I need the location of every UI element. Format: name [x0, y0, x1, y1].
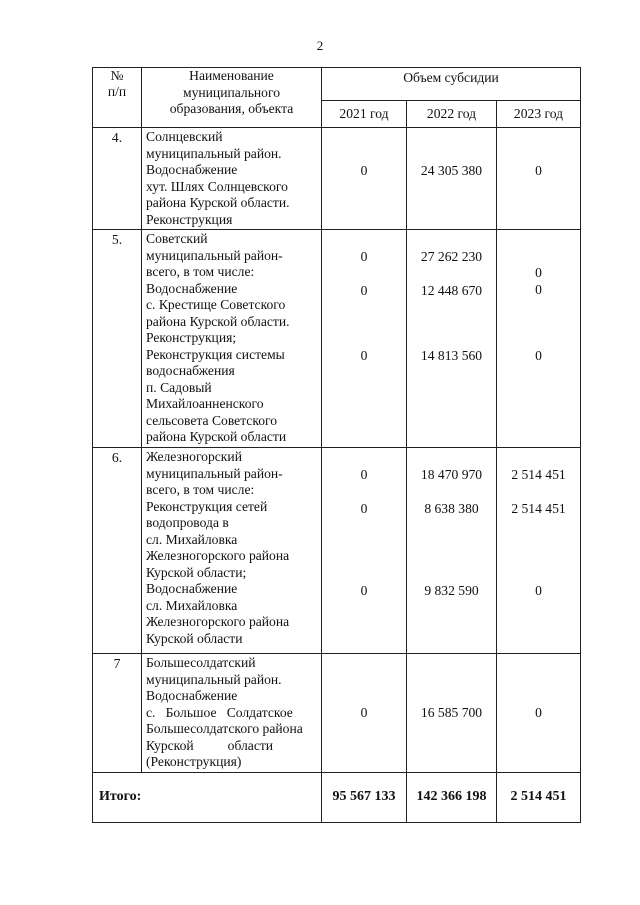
- value: 0: [535, 163, 542, 178]
- name-line: всего, в том числе:: [146, 264, 255, 279]
- name-line: водоснабжения: [146, 363, 235, 378]
- value: 0: [535, 348, 542, 363]
- value: 0: [360, 249, 368, 264]
- row-name: [142, 448, 322, 654]
- name-line: хут. Шлях Солнцевского: [146, 178, 288, 194]
- header-row: [93, 68, 581, 101]
- name-line: Курской области: [146, 630, 243, 646]
- year-header-2023: 2023 год: [497, 101, 581, 128]
- name-line: Михайлоанненского: [146, 396, 264, 411]
- value: 16 585 700: [420, 705, 483, 720]
- name-line: Водоснабжение: [146, 280, 238, 296]
- total-2021: 95 567 133: [322, 772, 407, 822]
- table-row: [93, 654, 581, 773]
- name-line: Водоснабжение: [146, 162, 238, 177]
- value: 0: [535, 281, 542, 297]
- name-line: Водоснабжение: [146, 581, 238, 596]
- name-line: Советский: [146, 231, 208, 246]
- name-line: с. Крестище Советского: [146, 297, 286, 312]
- name-line: муниципальный район-: [146, 465, 283, 481]
- value-2023: [497, 654, 581, 773]
- value: 2 514 451: [511, 467, 566, 482]
- value-2021: [322, 654, 407, 773]
- num-header-label: № п/п: [107, 68, 127, 99]
- row-name: [142, 128, 322, 230]
- name-line: сельсовета Советского: [146, 412, 278, 428]
- value: 0: [360, 500, 368, 516]
- name-header-label: Наименование муниципального образования, объекта: [169, 68, 294, 116]
- value-2022: [407, 128, 497, 230]
- value: 0: [360, 348, 368, 363]
- value: 8 638 380: [424, 500, 479, 516]
- value: 9 832 590: [424, 583, 479, 598]
- name-line: сл. Михайловка: [146, 531, 238, 547]
- row-number: 5.: [93, 230, 142, 448]
- value: 24 305 380: [420, 163, 483, 178]
- name-line: Водоснабжение: [146, 688, 238, 703]
- name-line: (Реконструкция): [146, 754, 242, 769]
- name-line: Реконструкция сетей: [146, 498, 268, 514]
- name-line: Большесолдатского района: [146, 721, 303, 736]
- value: 2 514 451: [511, 500, 566, 516]
- value: 0: [360, 163, 368, 178]
- value-2021: [322, 128, 407, 230]
- value: 14 813 560: [420, 348, 483, 363]
- value: 0: [360, 583, 368, 598]
- name-line: района Курской области.: [146, 195, 290, 210]
- name-line: района Курской области: [146, 429, 287, 444]
- name-line: района Курской области.: [146, 313, 290, 329]
- row-number: 6.: [93, 448, 142, 654]
- total-2023: 2 514 451: [497, 772, 581, 822]
- name-line: Большесолдатский: [146, 655, 256, 670]
- total-label: Итого:: [93, 772, 322, 822]
- table-row: [93, 128, 581, 230]
- value: 0: [535, 583, 542, 598]
- name-line: муниципальный район.: [146, 145, 282, 161]
- row-name: [142, 230, 322, 448]
- value: 0: [535, 265, 542, 280]
- row-number: 4.: [93, 128, 142, 230]
- name-line: муниципальный район-: [146, 247, 283, 263]
- year-header-2021: 2021 год: [322, 101, 407, 128]
- value: 18 470 970: [420, 467, 483, 482]
- table-row: [93, 230, 581, 448]
- value-2021: [322, 448, 407, 654]
- name-line: п. Садовый: [146, 379, 212, 395]
- value: 0: [360, 282, 368, 298]
- value-2022: [407, 654, 497, 773]
- name-line: Реконструкция;: [146, 330, 237, 345]
- subsidy-table: [92, 67, 581, 823]
- name-line: всего, в том числе:: [146, 482, 255, 497]
- name-line: Реконструкция: [146, 211, 233, 227]
- value-2023: [497, 448, 581, 654]
- value: 27 262 230: [420, 249, 483, 264]
- total-2022: 142 366 198: [407, 772, 497, 822]
- name-header: [142, 68, 322, 128]
- name-line: с. Большое Солдатское: [146, 704, 293, 720]
- row-number: 7: [93, 654, 142, 773]
- subsidy-header-label: Объем субсидии: [403, 70, 499, 85]
- value-2023: [497, 230, 581, 448]
- name-line: Железногорский: [146, 449, 242, 464]
- name-line: муниципальный район.: [146, 671, 282, 687]
- table-row: [93, 448, 581, 654]
- name-line: Реконструкция системы: [146, 346, 285, 362]
- value: 0: [535, 705, 542, 720]
- value-2021: [322, 230, 407, 448]
- value: 0: [360, 705, 368, 720]
- page-number: 2: [316, 38, 324, 53]
- name-line: сл. Михайловка: [146, 597, 238, 613]
- name-line: Солнцевский: [146, 129, 223, 144]
- row-name: [142, 654, 322, 773]
- value-2023: [497, 128, 581, 230]
- value: 12 448 670: [420, 282, 483, 298]
- name-line: водопровода в: [146, 515, 229, 530]
- value-2022: [407, 448, 497, 654]
- name-line: Курской области;: [146, 564, 247, 580]
- name-line: Курской области: [146, 737, 274, 753]
- name-line: Железногорского района: [146, 548, 290, 563]
- name-line: Железногорского района: [146, 614, 290, 629]
- subsidy-header: [322, 68, 581, 101]
- value: 0: [360, 467, 368, 482]
- total-row: [93, 772, 581, 822]
- year-header-2022: 2022 год: [407, 101, 497, 128]
- num-header: [93, 68, 142, 128]
- value-2022: [407, 230, 497, 448]
